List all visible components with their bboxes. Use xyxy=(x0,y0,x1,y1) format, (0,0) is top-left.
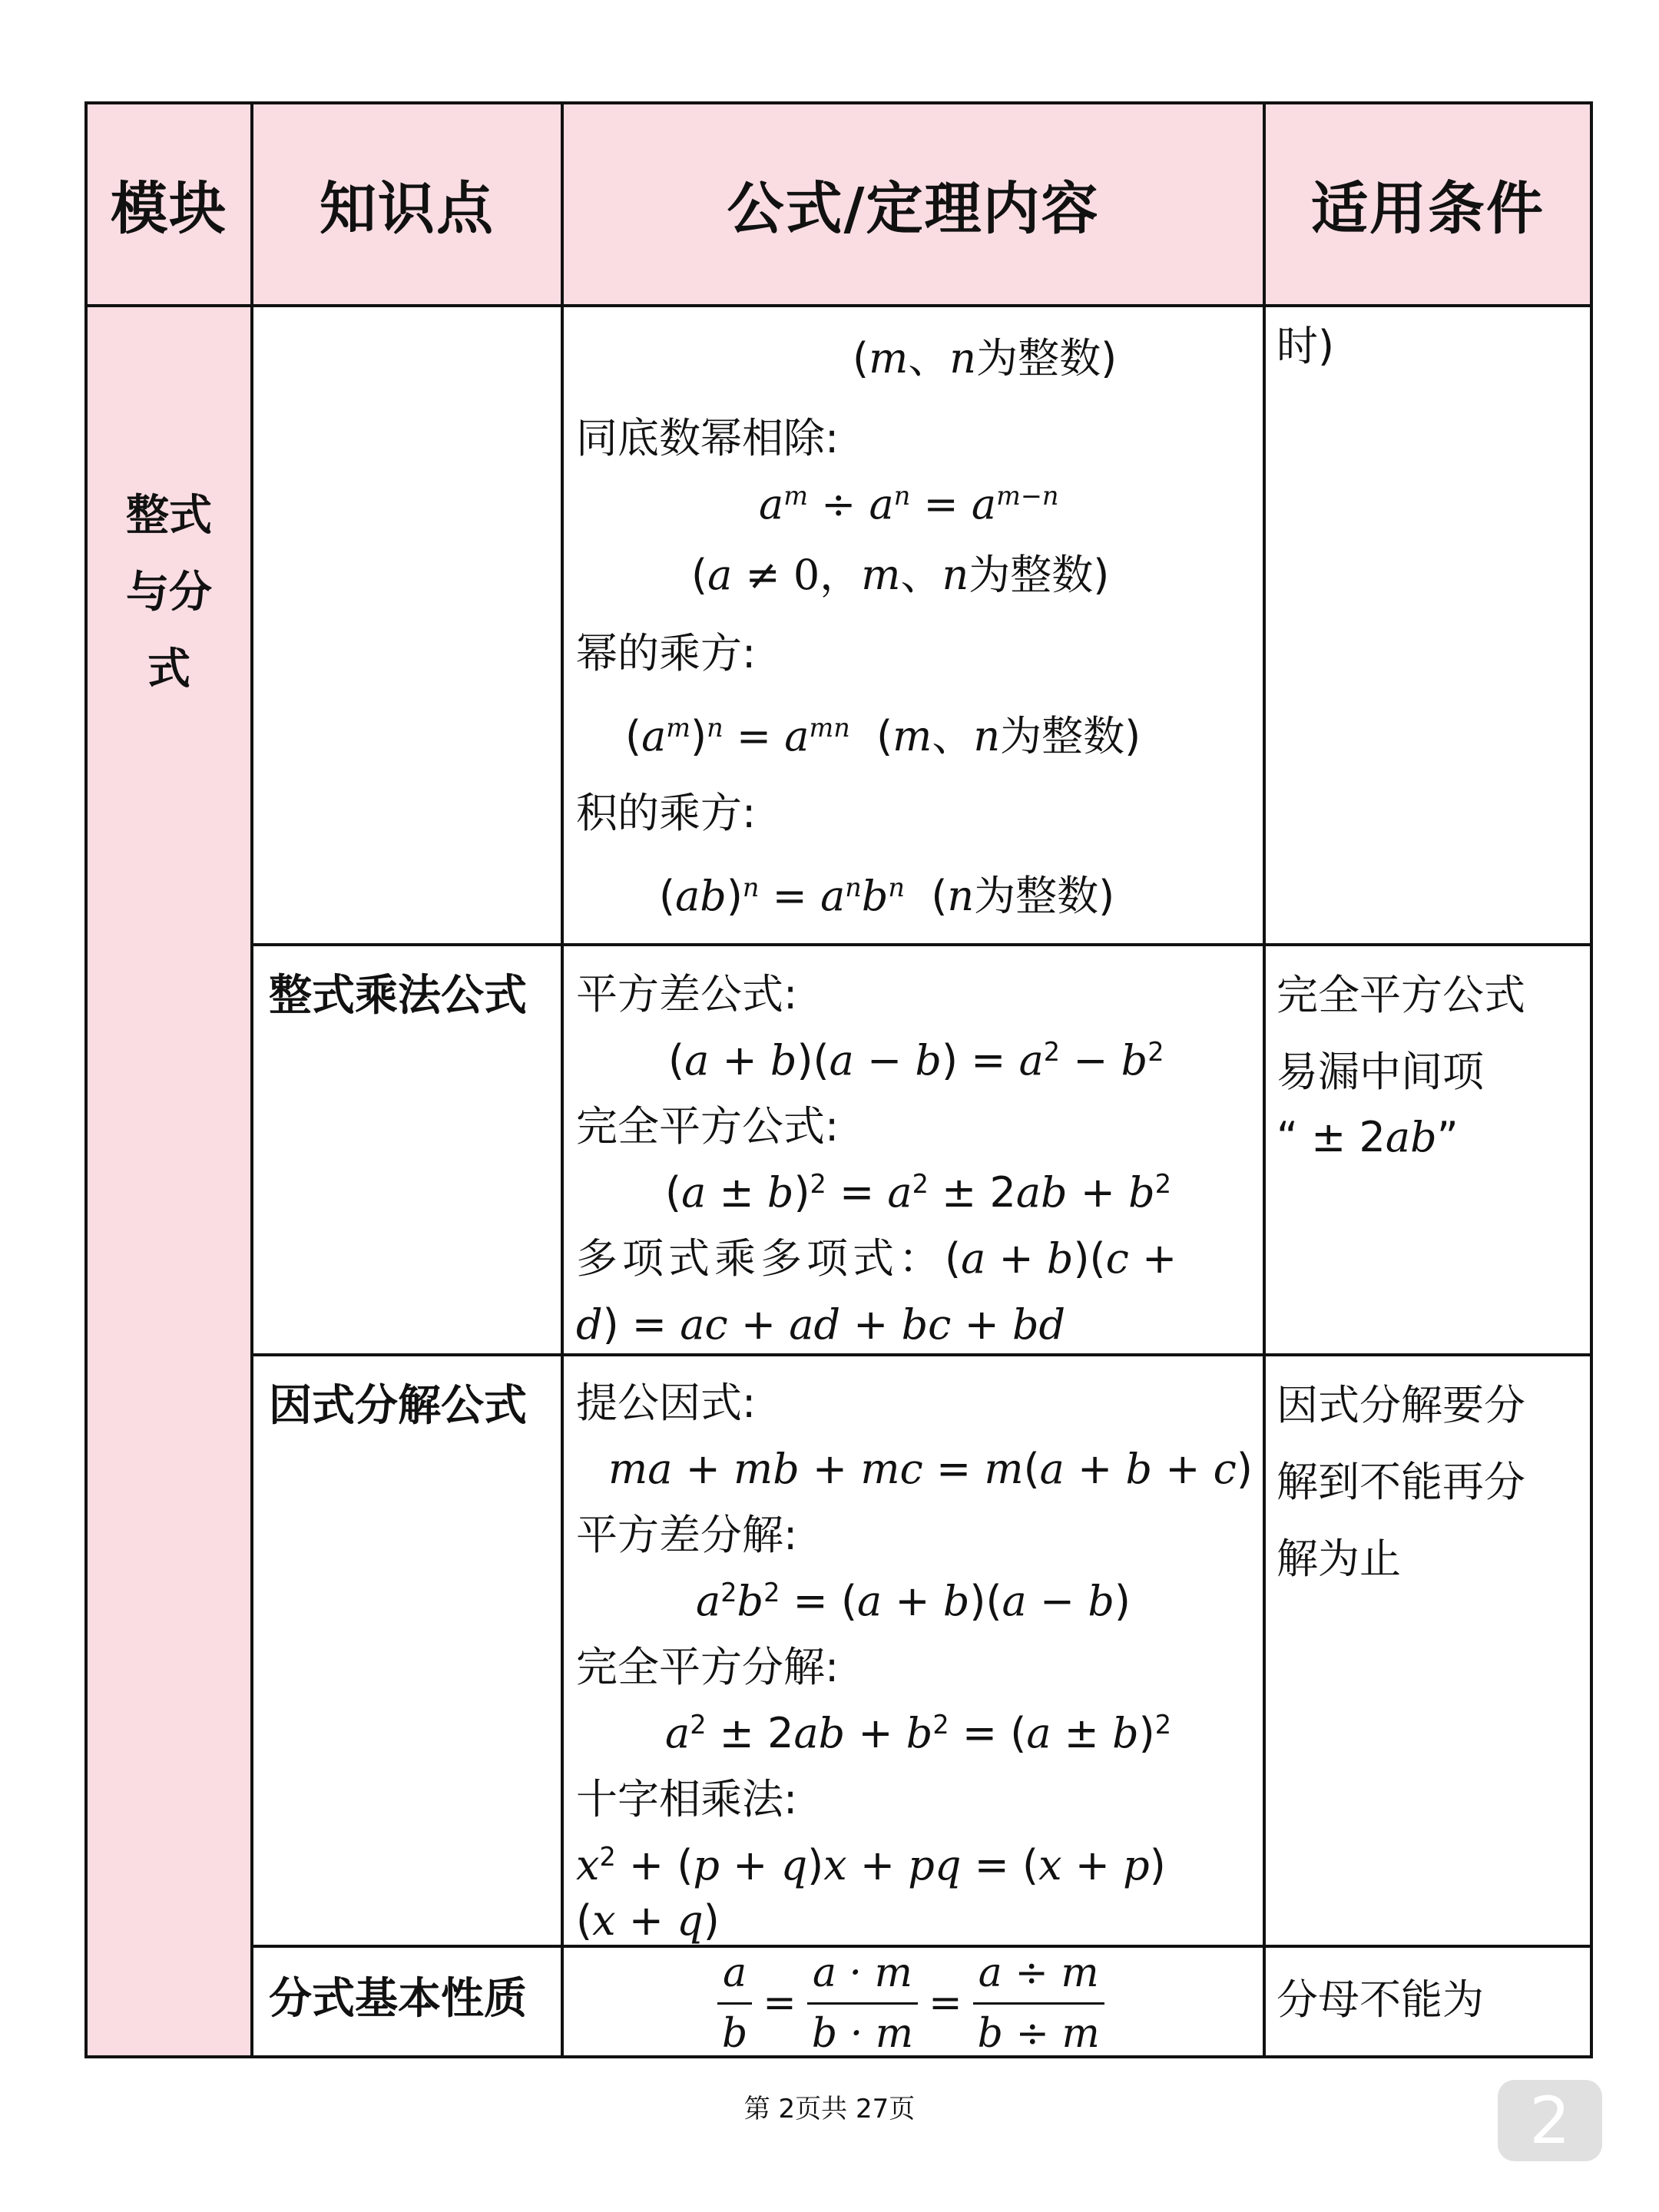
header-condition: 适用条件 xyxy=(1311,176,1545,242)
formula-line: $a^2b^2 = (a + b)(a - b)$ xyxy=(696,1577,1131,1625)
header-divider xyxy=(84,304,1593,307)
row-divider xyxy=(250,943,1593,946)
condition-line: 易漏中间项 xyxy=(1277,1048,1484,1096)
fraction-formula: $\frac{a}{b}$ = $\frac{a \cdot m}{b \cdot m}$ = $\frac{a \div m}{b \div m}$ xyxy=(717,1948,1104,2058)
row-divider xyxy=(250,1353,1593,1356)
condition-cell-row2 xyxy=(1277,957,1584,1164)
formula-line: $(ab)^n = a^nb^n$ (n为整数) xyxy=(659,872,1115,920)
condition-cell-row3 xyxy=(1277,1367,1584,1598)
knowledge-point-factorization: 因式分解公式 xyxy=(269,1381,527,1431)
header-knowledge-point: 知识点 xyxy=(320,176,495,242)
condition-line: 因式分解要分 xyxy=(1277,1381,1525,1429)
knowledge-point-multiplication: 整式乘法公式 xyxy=(269,971,527,1021)
column-divider xyxy=(561,101,564,2058)
header-formula: 公式/定理内容 xyxy=(727,176,1100,242)
formula-line: 积的乘方: xyxy=(576,789,757,837)
formula-line: 提公因式: xyxy=(576,1379,757,1427)
formula-line: $a^m \div a^n = a^{m-n}$ xyxy=(759,480,1059,528)
header-module: 模块 xyxy=(111,176,227,242)
formula-line: 同底数幂相除: xyxy=(576,414,839,462)
condition-line: 解到不能再分 xyxy=(1277,1458,1525,1506)
table-border-right xyxy=(1590,101,1593,2058)
formula-line: 平方差分解: xyxy=(576,1511,798,1559)
column-divider xyxy=(1263,101,1266,2058)
formula-line: ma + mb + mc = m(a + b + c) xyxy=(608,1445,1253,1493)
module-cell xyxy=(88,478,250,708)
formula-line: (x + q) xyxy=(576,1896,720,1945)
formula-line: 平方差公式: xyxy=(576,970,798,1018)
condition-cell-row1: 时) xyxy=(1277,322,1335,370)
module-line: 与分 xyxy=(126,568,212,618)
column-divider xyxy=(250,101,253,2058)
formula-line: $x^2 + (p + q)x$ + pq = (x + p) xyxy=(576,1841,1166,1889)
formula-line: $(a + b)(a - b) = a^2 - b^2$ xyxy=(668,1036,1164,1084)
formula-line: (m、n为整数) xyxy=(853,334,1118,382)
module-line: 式 xyxy=(147,644,190,694)
fraction: $\frac{a \div m}{b \div m}$ xyxy=(973,1944,1104,2063)
formula-line: (a ≠ 0，m、n为整数) xyxy=(691,551,1110,599)
formula-line: 完全平方公式: xyxy=(576,1102,839,1151)
formula-line: 十字相乘法: xyxy=(576,1775,798,1823)
table-border-left xyxy=(84,101,88,2058)
condition-line: “ ± 2ab” xyxy=(1277,1113,1459,1161)
page-number-badge: 2 xyxy=(1498,2080,1602,2161)
formula-line: $a^2 \pm 2ab + b^2 = (a \pm b)^2$ xyxy=(665,1709,1172,1757)
condition-cell-row4: 分母不能为 xyxy=(1277,1975,1484,2024)
condition-line: 完全平方公式 xyxy=(1277,971,1525,1019)
fraction: $\frac{a \cdot m}{b \cdot m}$ xyxy=(807,1944,918,2063)
condition-line: 解为止 xyxy=(1277,1535,1401,1583)
knowledge-point-fraction-property: 分式基本性质 xyxy=(269,1974,527,2024)
formula-line: 幂的乘方: xyxy=(576,629,757,677)
knowledge-table xyxy=(84,101,1593,2058)
fraction: $\frac{a}{b}$ xyxy=(717,1944,752,2063)
formula-line: $(a \pm b)^2 = a^2 \pm 2ab + b^2$ xyxy=(665,1168,1172,1217)
formula-line: 多项式乘多项式：(a + b)(c + xyxy=(576,1234,1177,1283)
page-footer: 第 2页共 27页 xyxy=(743,2094,916,2124)
formula-line: $(a^m)^n = a^{mn}$ (m、n为整数) xyxy=(625,712,1141,760)
formula-line: d) = ac + ad + bc + bd xyxy=(576,1300,1066,1349)
formula-line: 完全平方分解: xyxy=(576,1643,839,1691)
module-line: 整式 xyxy=(126,491,212,541)
